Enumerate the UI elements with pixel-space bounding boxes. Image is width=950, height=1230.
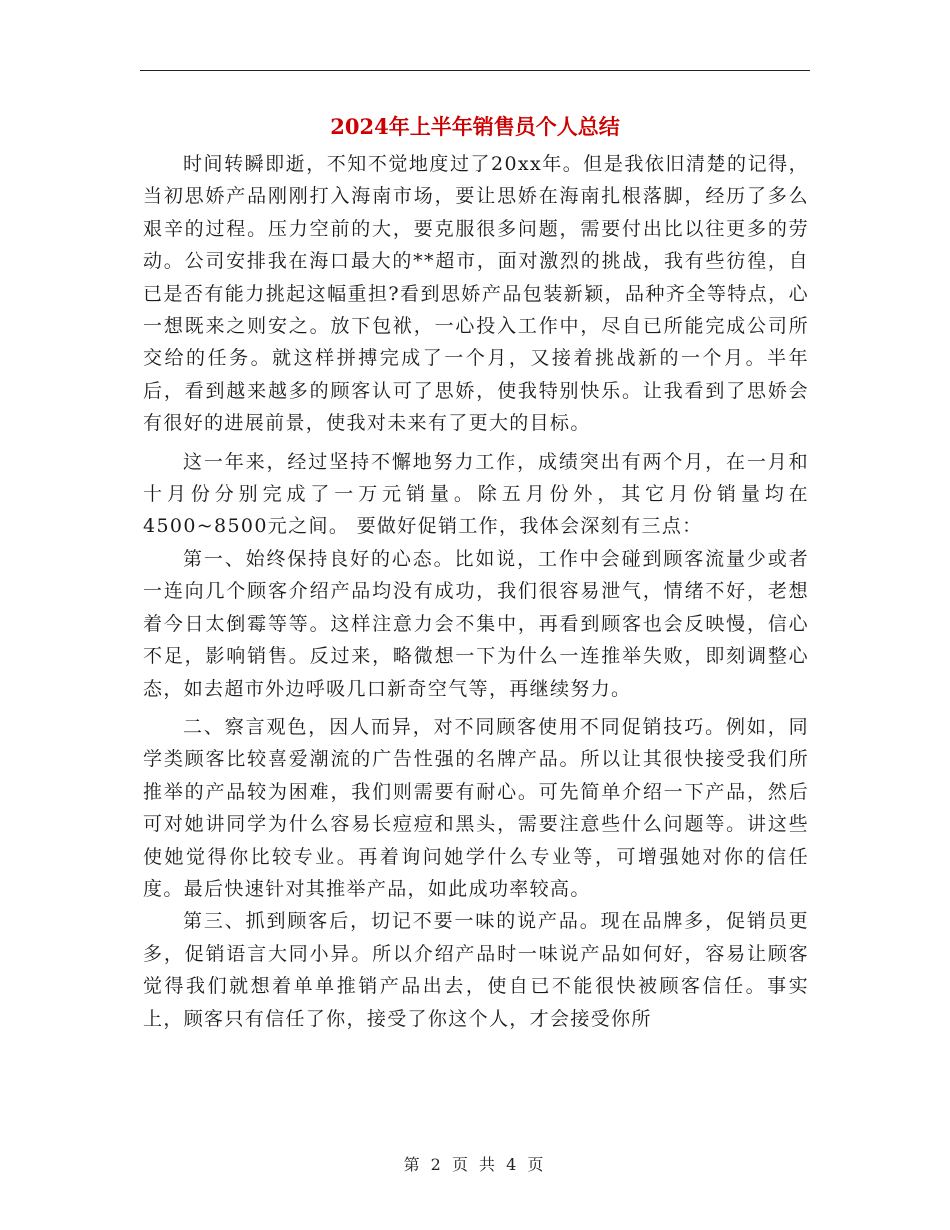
document-body (143, 148, 809, 1035)
paragraph-point-two: 二、察言观色，因人而异，对不同顾客使用不同促销技巧。例如，同学类顾客比较喜爱潮流的广告性强的名牌产品。所以让其很快接受我们所推举的产品较为困难，我们则需要有耐心。可先简单介绍一下产品，然后可对她讲同学为什么容易长痘痘和黑头，需要注意些什么问题等。讲这些使她觉得你比较专业。再着询问她学什么专业等，可增强她对你的信任度。最后快速针对其推举产品，如此成功率较高。 (143, 715, 809, 900)
header-rule (140, 70, 810, 71)
page-number-footer: 第 2 页 共 4 页 (403, 1155, 547, 1174)
document-title: 2024年上半年销售员个人总结 (330, 114, 620, 139)
paragraph-point-three: 第三、抓到顾客后，切记不要一味的说产品。现在品牌多，促销员更多，促销语言大同小异。所以介绍产品时一味说产品如何好，容易让顾客觉得我们就想着单单推销产品出去，使自已不能很快被顾客信任。事实上，顾客只有信任了你，接受了你这个人，才会接受你所 (143, 910, 809, 1030)
paragraph-intro: 时间转瞬即逝，不知不觉地度过了20xx年。但是我依旧清楚的记得，当初思娇产品刚刚打入海南市场，要让思娇在海南扎根落脚，经历了多么艰辛的过程。压力空前的大，要克服很多问题，需要付出比以往更多的劳动。公司安排我在海口最大的**超市，面对激烈的挑战，我有些彷徨，自已是否有能力挑起这幅重担?看到思娇产品包装新颖，品种齐全等特点，心一想既来之则安之。放下包袱，一心投入工作中，尽自已所能完成公司所交给的任务。就这样拼搏完成了一个月，又接着挑战新的一个月。半年后，看到越来越多的顾客认可了思娇，使我特别快乐。让我看到了思娇会有很好的进展前景，使我对未来有了更大的目标。 (143, 153, 809, 435)
paragraph-point-one: 第一、始终保持良好的心态。比如说，工作中会碰到顾客流量少或者一连向几个顾客介绍产品均没有成功，我们很容易泄气，情绪不好，老想着今日太倒霉等等。这样注意力会不集中，再看到顾客也会反映慢，信心不足，影响销售。反过来，略微想一下为什么一连推举失败，即刻调整心态，如去超市外边呼吸几口新奇空气等，再继续努力。 (143, 547, 809, 700)
paragraph-sales-results: 这一年来，经过坚持不懈地努力工作，成绩突出有两个月，在一月和十月份分别完成了一万元销量。除五月份外，其它月份销量均在4500~8500元之间。 要做好促销工作，我体会深刻有三点： (143, 450, 809, 538)
